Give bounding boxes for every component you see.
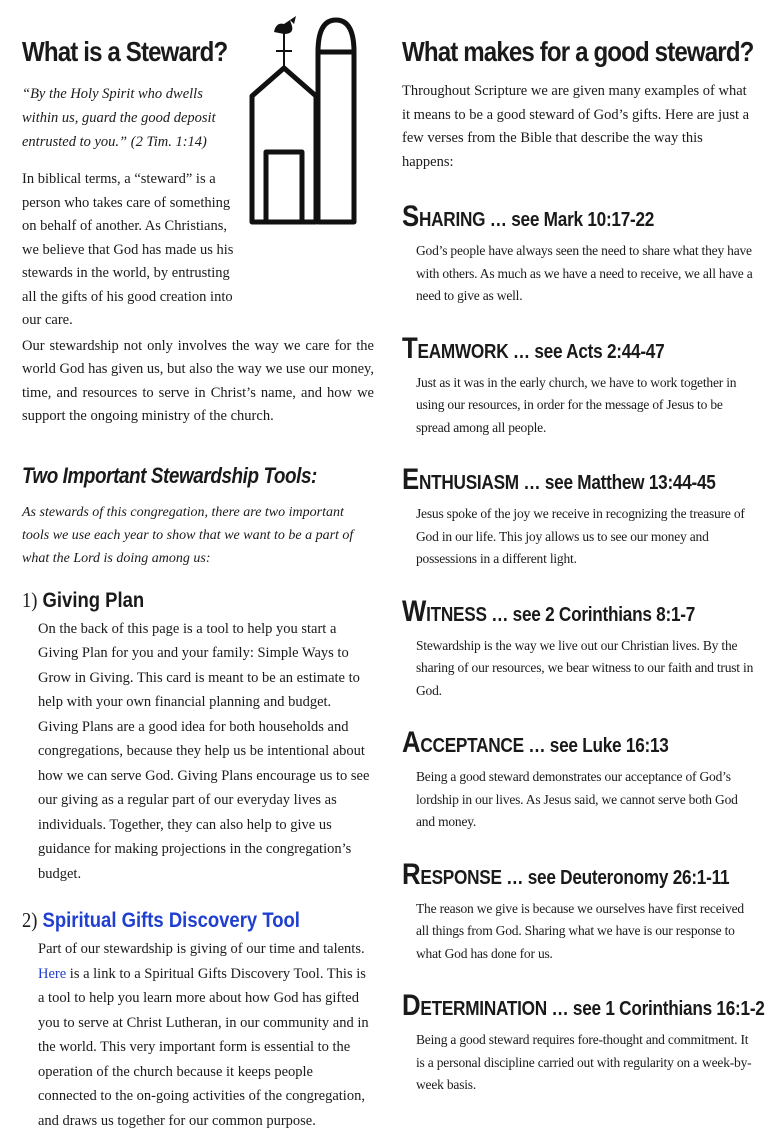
scripture-quote: “By the Holy Spirit who dwells within us, guard the good deposit entrusted to you.” (2 Tim. 1:14) — [22, 86, 216, 150]
quality-title — [402, 332, 705, 366]
verse-reference: … see Matthew 13:44-45 — [518, 472, 716, 494]
quality-description: Being a good steward demonstrates our acceptance of God’s lordship in our lives. As Jesus said, we cannot serve both God and money. — [416, 769, 738, 829]
quality-title — [402, 726, 705, 760]
right-heading: What makes for a good steward? — [402, 36, 754, 67]
verse-reference: … see Acts 2:44-47 — [508, 340, 665, 363]
quality-description: God’s people have always seen the need to share what they have with others. As much as we have a need to receive, we all have a need to give as well. — [416, 243, 753, 303]
quality-section — [402, 595, 754, 703]
quality-word: ESPONSE — [420, 866, 502, 889]
quality-initial: W — [402, 594, 427, 628]
spiritual-gifts-body — [38, 937, 374, 1133]
verse-reference: … see 2 Corinthians 8:1-7 — [486, 603, 696, 626]
quality-initial: T — [402, 331, 418, 365]
quality-word: HARING — [418, 209, 486, 231]
tools-heading: Two Important Stewardship Tools: — [22, 462, 317, 488]
tool-number: 2) — [22, 908, 38, 932]
giving-plan-title — [22, 588, 332, 613]
steward-definition: In biblical terms, a “steward” is a person who takes care of something on behalf of another. As Christians, we believe that God has made us his stewards in the world, by entrusting all the gifts of his good creation into our care. — [22, 171, 234, 328]
quality-description: Just as it was in the early church, we have to work together in using our resources, in order for the message of Jesus to be spread among all people. — [416, 374, 737, 435]
quality-section — [402, 200, 754, 308]
quality-section — [402, 726, 754, 834]
verse-reference: … see Luke 16:13 — [523, 735, 669, 757]
quality-title — [402, 595, 705, 629]
body-text: is a link to a Spiritual Gifts Discovery Tool. This is a tool to help you learn more about how God has gifted you to serve at Christ Lutheran, in our community and in the world. This very important form is essential to the operation of the church because it keeps people connected to the on-going activities of the congregation, and draws us together for our common purpose. — [38, 965, 369, 1129]
quality-title — [402, 857, 730, 892]
barn-silo-icon — [246, 12, 366, 260]
spiritual-gifts-title — [22, 908, 332, 933]
quality-title — [402, 989, 765, 1023]
verse-reference: … see Mark 10:17-22 — [485, 209, 655, 231]
steward-qualities-list — [402, 200, 765, 1097]
quality-section — [402, 463, 754, 571]
quality-section — [402, 989, 765, 1097]
quality-word: ITNESS — [426, 603, 487, 626]
quality-initial: S — [402, 200, 419, 233]
tool-number: 1) — [22, 587, 38, 612]
quality-initial: R — [402, 857, 421, 891]
quality-description: Jesus spoke of the joy we receive in recognizing the treasure of God in our life. This joy allows us to see our money and possessions in a different light. — [416, 506, 745, 566]
quality-section — [402, 858, 754, 966]
quality-title — [402, 200, 705, 234]
tool-name: Giving Plan — [42, 588, 145, 612]
quality-description: Stewardship is the way we live out our Christian lives. By the sharing of our resources, we bear witness to our faith and trust in God. — [416, 637, 754, 698]
here-link[interactable]: Here — [38, 965, 67, 982]
tools-intro: As stewards of this congregation, there are two important tools we use each year to show that we want to be a part of what the Lord is doing among us: — [22, 504, 354, 566]
quality-word: NTHUSIASM — [418, 472, 519, 494]
body-text: Part of our stewardship is giving of our time and talents. — [38, 941, 365, 957]
verse-reference: … see 1 Corinthians 16:1-2 — [546, 998, 765, 1020]
left-heading: What is a Steward? — [22, 36, 228, 67]
quality-word: CCEPTANCE — [420, 735, 524, 757]
quality-initial: D — [402, 989, 421, 1022]
quality-word: ETERMINATION — [420, 998, 547, 1020]
giving-plan-body: On the back of this page is a tool to help you start a Giving Plan for you and your family: Simple Ways to Grow in Giving. This card is meant to be an estimate to help with your own financial planning and budget. Giving Plans are a good idea for both households and congregations, because they help us be intentional about how we can serve God. Giving Plans encourage us to see our giving as a regular part of our everyday lives as individuals. Together, they can also help to give us guidance for making projections in the congregation’s budget. — [38, 620, 370, 882]
quality-word: EAMWORK — [417, 340, 509, 363]
right-intro: Throughout Scripture we are given many examples of what it means to be a good steward of God’s gifts. Here are just a few verses from the Bible that describe the way this happens: — [402, 83, 750, 170]
stewardship-paragraph: Our stewardship not only involves the way we care for the world God has given us, but also the way we use our money, time, and resources to serve in Christ’s name, and how we support the ongoing ministry of the church. — [22, 337, 374, 424]
right-column — [402, 36, 765, 1097]
verse-reference: … see Deuteronomy 26:1-11 — [501, 866, 730, 889]
quality-initial: A — [402, 726, 421, 759]
quality-section — [402, 332, 754, 440]
quality-description: The reason we give is because we ourselves have first received all things from God. Sharing what we have is our response to what God has done for us. — [416, 900, 744, 961]
quality-initial: E — [402, 463, 419, 496]
spiritual-gifts-link[interactable]: Spiritual Gifts Discovery Tool — [42, 909, 300, 932]
quality-title — [402, 463, 716, 497]
quality-description: Being a good steward requires fore-thought and commitment. It is a personal discipline carried out with regularity on a week-by-week basis. — [416, 1032, 752, 1092]
